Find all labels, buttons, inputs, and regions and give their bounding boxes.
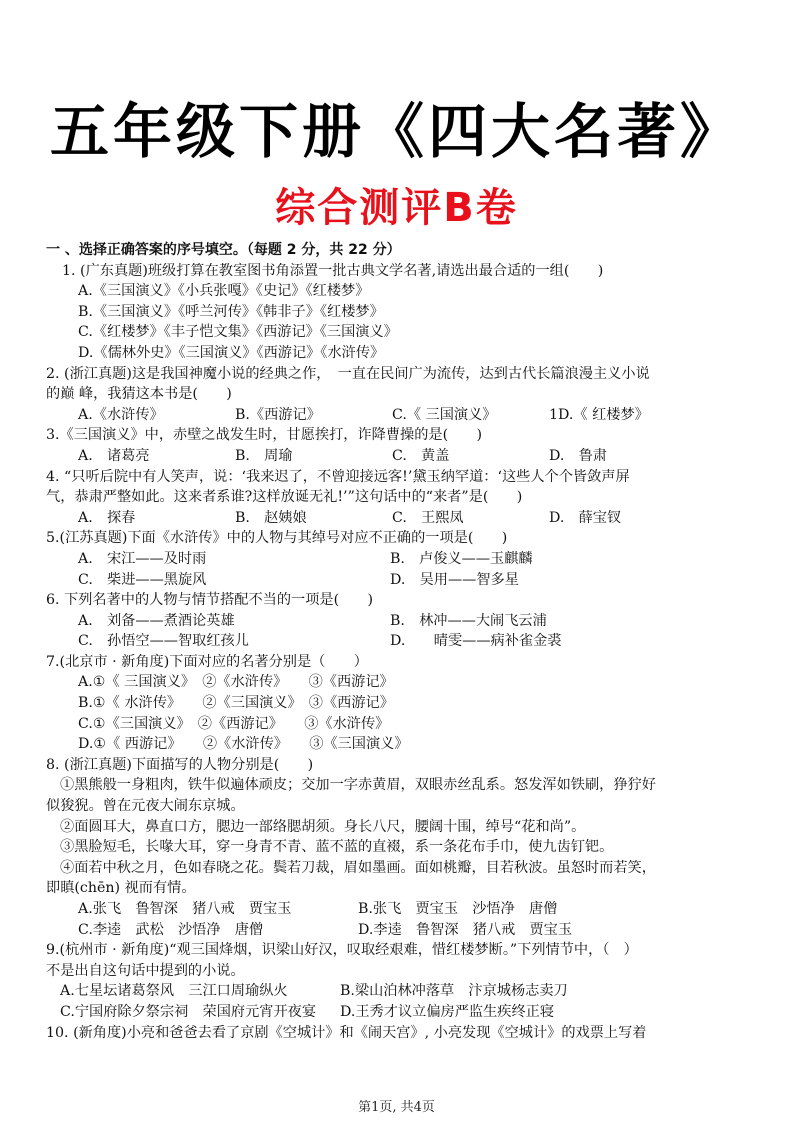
section-heading: 一 、选择正确答案的序号填空。（每题 2 分，共 22 分） xyxy=(46,242,401,258)
question-6-option-d: D. 晴雯——病补雀金裘 xyxy=(390,633,562,650)
question-8-option-d: D.李逵 鲁智深 猪八戒 贾宝玉 xyxy=(358,921,573,938)
question-7-option-a: A.①《 三国演义》 ②《水浒传》 ③《西游记》 xyxy=(78,674,394,691)
question-8-passage-line: ①黑熊般一身粗肉，铁牛似遍体顽皮；交加一字赤黄眉，双眼赤丝乱系。怒发浑如铁刷，狰狞好 xyxy=(60,777,656,794)
question-7-option-d: D.①《 西游记》 ②《水浒传》 ③《三国演义》 xyxy=(78,736,409,753)
question-7-option-b: B.①《 水浒传》 ②《三国演义》 ③《西游记》 xyxy=(78,695,394,712)
question-5-option-b: B. 卢俊义——玉麒麟 xyxy=(390,550,533,567)
question-1-option-b: B.《三国演义》《呼兰河传》《韩非子》《红楼梦》 xyxy=(78,303,384,320)
question-5-options-row1 xyxy=(46,549,746,570)
question-5-option-d: D. 吴用——智多星 xyxy=(390,571,519,588)
question-5-stem: 5.(江苏真题)下面《水浒传》中的人物与其绰号对应不正确的一项是( ) xyxy=(46,530,508,547)
question-5-option-c: C. 柴进——黑旋风 xyxy=(78,571,207,588)
question-6-options-row2 xyxy=(46,631,746,652)
question-8-option-a: A.张飞 鲁智深 猪八戒 贾宝玉 xyxy=(78,901,292,917)
question-1-option-d: D.《儒林外史》《三国演义》《西游记》《水浒传》 xyxy=(78,344,385,361)
question-9-options-row2 xyxy=(46,1002,746,1023)
question-3-option-a: A. 诸葛亮 xyxy=(78,447,150,464)
question-8-options-row2 xyxy=(46,920,746,941)
question-2-options xyxy=(46,405,746,426)
question-1-option-a: A.《三国演义》《小兵张嘎》《史记》《红楼梦》 xyxy=(78,283,370,300)
question-4-option-a: A. 探春 xyxy=(78,509,136,526)
question-10-stem: 10. (新角度)小亮和爸爸去看了京剧《空城计》和《闹天宫》, 小亮发现《空城计》的戏票上写着 xyxy=(46,1024,647,1041)
question-5-options-row2 xyxy=(46,570,746,591)
question-6-stem: 6. 下列名著中的人物与情节搭配不当的一项是( ) xyxy=(46,592,374,609)
question-3-options xyxy=(46,446,746,467)
page-number: 第1页, 共4页 xyxy=(358,1100,435,1115)
question-2-option-c: C.《 三国演义》 xyxy=(392,406,497,423)
question-9-option-a: A.七星坛诸葛祭风 三江口周瑜纵火 xyxy=(60,983,288,1000)
question-9-stem-line1: 9.(杭州市 · 新角度)“观三国烽烟，识梁山好汉，叹取经艰难，惜红楼梦断。”下列情节中，（ ） xyxy=(46,942,638,959)
question-2-stem-line1: 2. (浙江真题)这是我国神魔小说的经典之作， 一直在民间广为流传，达到古代长篇浪漫主义小说 xyxy=(46,365,650,382)
page-title: 五年级下册《四大名著》 xyxy=(49,97,743,166)
question-8-passage-line: ②面圆耳大，鼻直口方，腮边一部络腮胡须。身长八尺，腰阔十围，绰号“花和尚”。 xyxy=(60,818,586,835)
exam-content xyxy=(46,240,746,1043)
question-8-stem: 8. (浙江真题)下面描写的人物分别是( ) xyxy=(46,756,314,773)
question-9-option-b: B.梁山泊林冲落草 汴京城杨志卖刀 xyxy=(340,983,568,1000)
question-9-option-c: C.宁国府除夕祭宗祠 荣国府元宵开夜宴 xyxy=(60,1003,317,1020)
question-7-option-c: C.①《三国演义》 ②《西游记》 ③《水浒传》 xyxy=(78,715,390,732)
question-4-option-b: B. 赵姨娘 xyxy=(235,509,307,526)
question-4-options xyxy=(46,508,746,529)
question-4-stem-line2: 气，恭肃严整如此。这来者系谁?这样放诞无礼!’”这句话中的“来者”是( ) xyxy=(46,489,523,506)
question-8-option-c: C.李逵 武松 沙悟净 唐僧 xyxy=(78,921,264,938)
question-8-options-row1 xyxy=(46,899,746,920)
page-subtitle: 综合测评B卷 xyxy=(275,185,518,231)
question-2-option-b: B.《西游记》 xyxy=(235,406,321,423)
question-6-option-a: A. 刘备——煮酒论英雄 xyxy=(78,612,235,629)
question-9-option-d: D.王秀才议立偏房严监生疾终正寝 xyxy=(340,1003,555,1020)
question-2-stem-line2: 的巅 峰，我猜这本书是( ) xyxy=(46,386,232,403)
question-8-passage-line: 似狻猊。曾在元夜大闹东京城。 xyxy=(46,798,245,815)
question-3-option-b: B. 周瑜 xyxy=(235,447,293,464)
question-8-passage-line: ④面若中秋之月，色如春晓之花。鬓若刀裁，眉如墨画。面如桃瓣，目若秋波。虽怒时而若笑， xyxy=(60,859,656,876)
question-9-stem-line2: 不是出自这句话中提到的小说。 xyxy=(46,962,245,979)
question-7-stem: 7.(北京市 · 新角度)下面对应的名著分别是（ ） xyxy=(46,653,368,670)
question-3-option-c: C. 黄盖 xyxy=(392,447,450,464)
question-8-passage-line: 即瞋(chēn) 视而有情。 xyxy=(46,880,196,897)
question-3-stem: 3.《三国演义》中，赤壁之战发生时，甘愿挨打，诈降曹操的是( ) xyxy=(46,427,483,444)
question-1-stem: 1. (广东真题)班级打算在教室图书角添置一批古典文学名著,请选出最合适的一组( ) xyxy=(62,262,604,279)
question-8-passage-line: ③黑脸短毛，长喙大耳，穿一身青不青、蓝不蓝的直裰，系一条花布手巾，使九齿钉钯。 xyxy=(60,839,614,856)
question-6-option-b: B. 林冲——大闹飞云浦 xyxy=(390,612,547,629)
question-1-option-c: C.《红楼梦》《丰子恺文集》《西游记》《三国演义》 xyxy=(78,324,398,341)
question-5-option-a: A. 宋江——及时雨 xyxy=(78,550,207,567)
question-3-option-d: D. 鲁肃 xyxy=(549,447,607,464)
question-8-option-b: B.张飞 贾宝玉 沙悟净 唐僧 xyxy=(358,901,558,917)
question-4-option-d: D. 薛宝钗 xyxy=(549,509,622,526)
question-4-option-c: C. 王熙凤 xyxy=(392,509,464,526)
question-6-options-row1 xyxy=(46,611,746,632)
question-9-options-row1 xyxy=(46,981,746,1002)
question-4-stem-line1: 4. “只听后院中有人笑声，说：‘我来迟了，不曾迎接远客!’黛玉纳罕道：‘这些人个个皆敛声屏 xyxy=(46,468,630,485)
question-2-option-a: A.《水浒传》 xyxy=(78,406,164,423)
question-6-option-c: C. 孙悟空——智取红孩儿 xyxy=(78,633,249,650)
question-2-option-d: 1D.《 红楼梦》 xyxy=(549,406,649,423)
